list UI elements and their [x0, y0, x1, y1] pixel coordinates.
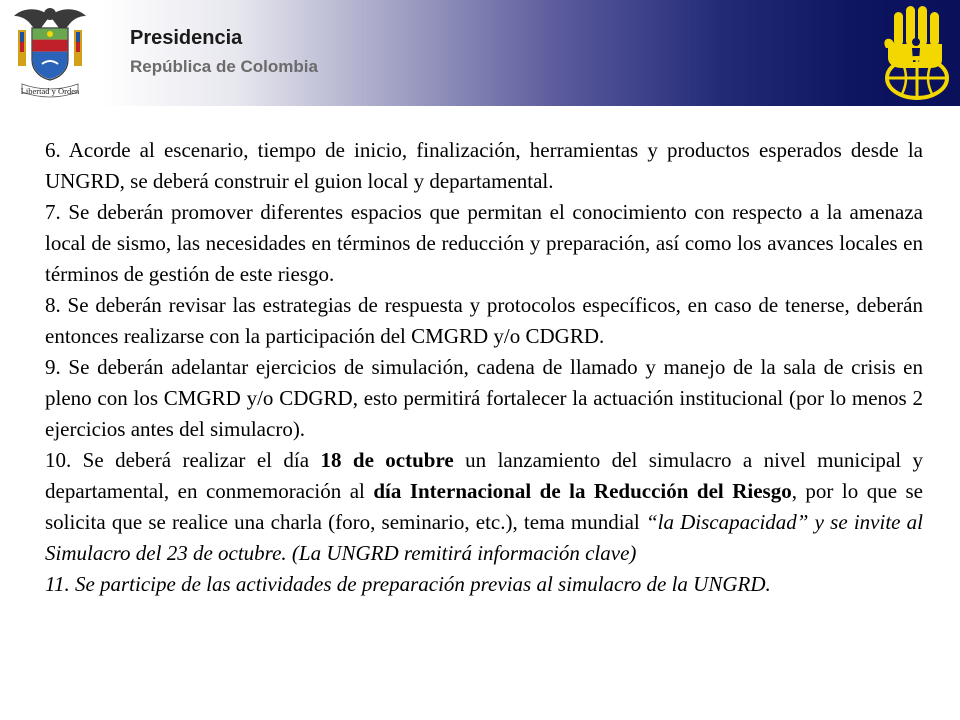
- p10-text-1: 10. Se deberá realizar el día: [45, 448, 321, 472]
- p10-date-bold: 18 de octubre: [320, 448, 454, 472]
- paragraph-9: 9. Se deberán adelantar ejercicios de simulación, cadena de llamado y manejo de la sala de crisis en pleno con los CMGRD y/o CDGRD, esto permitirá fortalecer la actuación institucional (por lo menos 2 ejercicios antes del simulacro).: [45, 355, 923, 441]
- p10-italic-tail: “la Discapacidad” y se invite al Simulacro del 23 de octubre. (La UNGRD remitirá información clave): [45, 510, 923, 565]
- document-body: [45, 135, 923, 600]
- paragraph-10: [45, 445, 923, 569]
- paragraph-8: 8. Se deberán revisar las estrategias de respuesta y protocolos específicos, en caso de tenerse, deberán entonces realizarse con la participación del CMGRD y/o CDGRD.: [45, 293, 923, 348]
- header-subtitle: República de Colombia: [130, 57, 318, 76]
- paragraph-11: 11. Se participe de las actividades de preparación previas al simulacro de la UNGRD.: [45, 572, 771, 596]
- header-banner: [0, 0, 960, 106]
- header-title-block: [130, 26, 318, 78]
- p10-text-2: un lanzamiento del simulacro a nivel municipal y departamental, en conmemoración al: [45, 448, 923, 503]
- colombia-coat-of-arms-icon: [8, 2, 92, 102]
- shield-motto: Libertad y Orden: [20, 86, 80, 96]
- paragraph-7: 7. Se deberán promover diferentes espacios que permitan el conocimiento con respecto a la amenaza local de sismo, las necesidades en términos de reducción y preparación, así como los avances locales en términos de gestión de este riesgo.: [45, 200, 923, 286]
- header-title: Presidencia: [130, 27, 243, 49]
- p10-text-3: , por lo que se solicita que se realice una charla (foro, seminario, etc.), tema mundial: [45, 479, 923, 534]
- paragraph-6: 6. Acorde al escenario, tiempo de inicio, finalización, herramientas y productos esperados desde la UNGRD, se deberá construir el guion local y departamental.: [45, 138, 923, 193]
- ungrd-hand-logo-icon: [880, 4, 954, 102]
- p10-event-bold: día Internacional de la Reducción del Riesgo: [373, 479, 792, 503]
